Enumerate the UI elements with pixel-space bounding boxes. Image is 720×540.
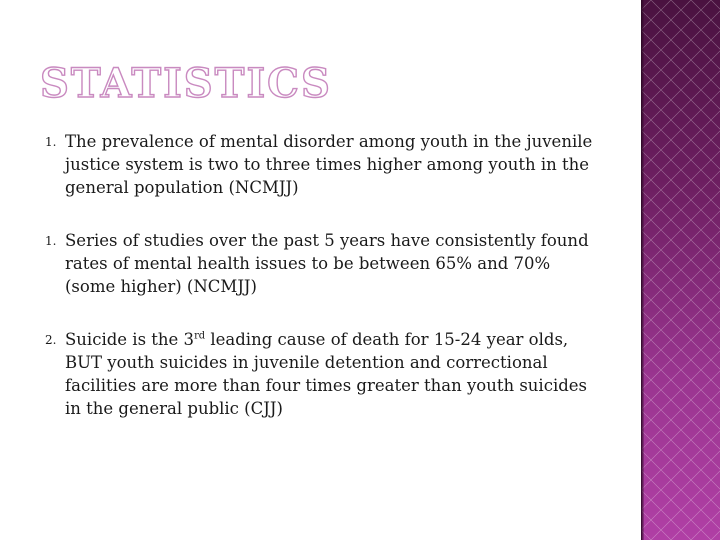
ordinal-superscript: rd xyxy=(194,330,206,342)
list-item-text-part: leading cause of death for 15-24 year olds, BUT youth suicides in juvenile detention and correctional facilities are more than four times greater than youth suicides in the general public (CJJ) xyxy=(65,330,588,418)
statistics-list xyxy=(45,130,605,420)
list-item-text xyxy=(65,328,605,420)
list-item-text: The prevalence of mental disorder among youth in the juvenile justice system is two to three times higher among youth in the general population (NCMJJ) xyxy=(65,132,593,197)
diamond-pattern-icon xyxy=(641,0,720,540)
list-item-number: 2. xyxy=(45,333,57,347)
list-item-number: 1. xyxy=(45,234,57,248)
side-panel-edge xyxy=(641,0,644,540)
list-item-text: Series of studies over the past 5 years have consistently found rates of mental health issues to be between 65% and 70% (some higher) (NCMJJ) xyxy=(65,231,589,296)
list-item-text-part: Suicide is the 3 xyxy=(65,330,195,349)
list-item xyxy=(45,328,605,420)
list-item xyxy=(45,130,605,199)
slide-title: STATISTICS xyxy=(40,60,332,107)
list-item xyxy=(45,229,605,298)
decorative-side-panel xyxy=(641,0,720,540)
list-item-number: 1. xyxy=(45,135,57,149)
